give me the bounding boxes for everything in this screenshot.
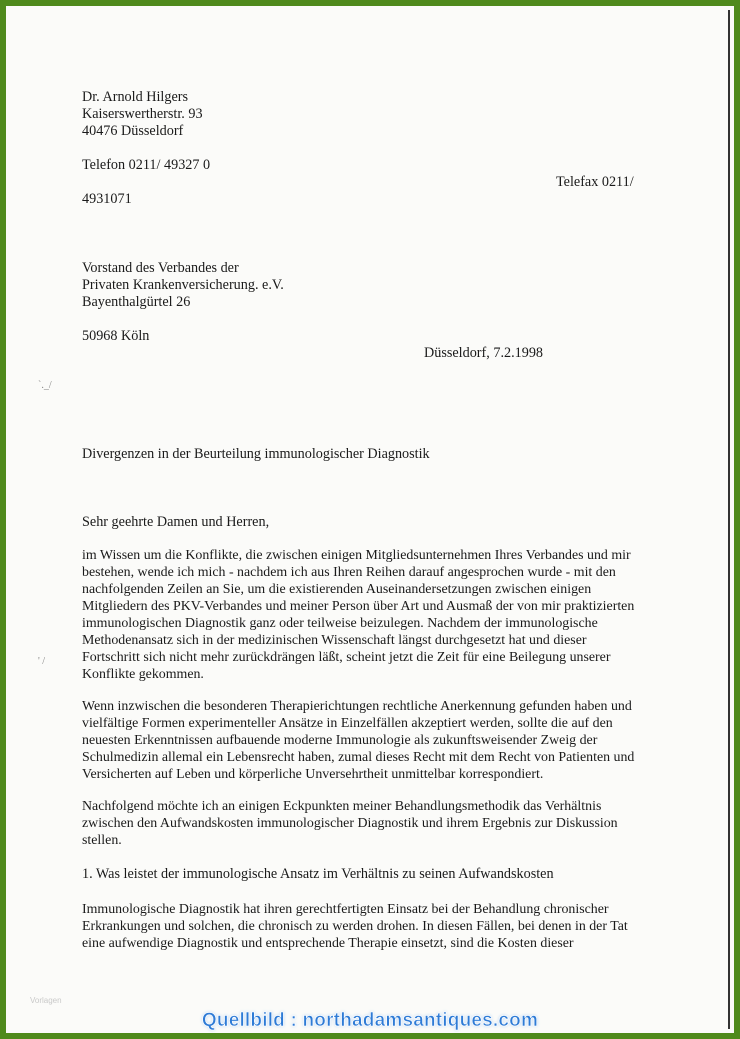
paragraph-line: neuesten Erkenntnissen aufbauende moderne Immunologie als zukunftsweisender Zweig der [82, 733, 598, 748]
paragraph-line: Schulmedizin allemal ein Lebensrecht haben, zumal dieses Recht mit dem Recht von Patienten und [82, 750, 635, 765]
paragraph-line: bestehen, wende ich mich - nachdem ich aus Ihren Reihen darauf angesprochen wurde - mit den [82, 565, 616, 580]
section-paragraph [82, 901, 628, 952]
paragraph-3 [82, 798, 618, 849]
paragraph-line: Versicherten auf Leben und körperliche Unversehrtheit unmittelbar korrespondiert. [82, 767, 544, 782]
watermark-small: Vorlagen [30, 996, 62, 1005]
paragraph-line: stellen. [82, 833, 122, 848]
paragraph-line: im Wissen um die Konflikte, die zwischen einigen Mitgliedsunternehmen Ihres Verbandes und mir [82, 548, 631, 563]
paragraph-line: eine aufwendige Diagnostik und entsprechende Therapie einsetzt, sind die Kosten dieser [82, 936, 574, 951]
letter-date: Düsseldorf, 7.2.1998 [424, 345, 544, 361]
sender-street: Kaiserswertherstr. 93 [82, 106, 203, 122]
sender-fax-number: 4931071 [82, 191, 132, 207]
paragraph-line: Erkrankungen und solchen, die chronisch zu werden drohen. In diesen Fällen, bei denen in der Tat [82, 919, 628, 934]
salutation: Sehr geehrte Damen und Herren, [82, 514, 270, 530]
paragraph-line: nachfolgenden Zeilen an Sie, um die existierenden Auseinandersetzungen zwischen einigen [82, 582, 592, 597]
scan-mark: `._/ [38, 380, 52, 391]
recipient-city: 50968 Köln [82, 328, 150, 344]
paragraph-line: Fortschritt sich nicht mehr zurückdrängen läßt, scheint jetzt die Zeit für eine Beilegung unserer [82, 650, 611, 665]
sender-city: 40476 Düsseldorf [82, 123, 184, 139]
paragraph-line: immunologischen Diagnostik ganz oder teilweise beizulegen. Nachdem der immunologische [82, 616, 598, 631]
paragraph-line: Konflikte gekommen. [82, 667, 204, 682]
scan-mark: ' / [38, 656, 46, 667]
paragraph-line: Mitgliedern des PKV-Verbandes und meiner Person über Art und Ausmaß der von mir praktizierten [82, 599, 635, 614]
paragraph-line: Methodenansatz sich in der medizinischen Wissenschaft längst durchgesetzt hat und dieser [82, 633, 587, 648]
letter-subject: Divergenzen in der Beurteilung immunologischer Diagnostik [82, 446, 430, 462]
paragraph-1 [82, 547, 634, 683]
recipient-street: Bayenthalgürtel 26 [82, 294, 191, 310]
recipient-line2: Privaten Krankenversicherung. e.V. [82, 277, 284, 293]
paragraph-line: Wenn inzwischen die besonderen Therapierichtungen rechtliche Anerkennung gefunden haben und [82, 699, 632, 714]
source-watermark: Quellbild : northadamsantiques.com [201, 1010, 539, 1031]
paragraph-line: Nachfolgend möchte ich an einigen Eckpunkten meiner Behandlungsmethodik das Verhältnis [82, 799, 602, 814]
paragraph-2 [82, 698, 634, 783]
sender-phone: Telefon 0211/ 49327 0 [82, 157, 211, 173]
sender-name: Dr. Arnold Hilgers [82, 89, 189, 105]
paragraph-line: zwischen den Aufwandskosten immunologischer Diagnostik und ihrem Ergebnis zur Diskussion [82, 816, 618, 831]
sender-fax-label: Telefax 0211/ [556, 174, 634, 190]
paragraph-line: vielfältige Formen experimenteller Ansätze in Einzelfällen akzeptiert werden, sollte die auf den [82, 716, 613, 731]
paragraph-line: Immunologische Diagnostik hat ihren gerechtfertigten Einsatz bei der Behandlung chronischer [82, 902, 609, 917]
section-heading: 1. Was leistet der immunologische Ansatz im Verhältnis zu seinen Aufwandskosten [82, 866, 554, 882]
recipient-line1: Vorstand des Verbandes der [82, 260, 239, 276]
